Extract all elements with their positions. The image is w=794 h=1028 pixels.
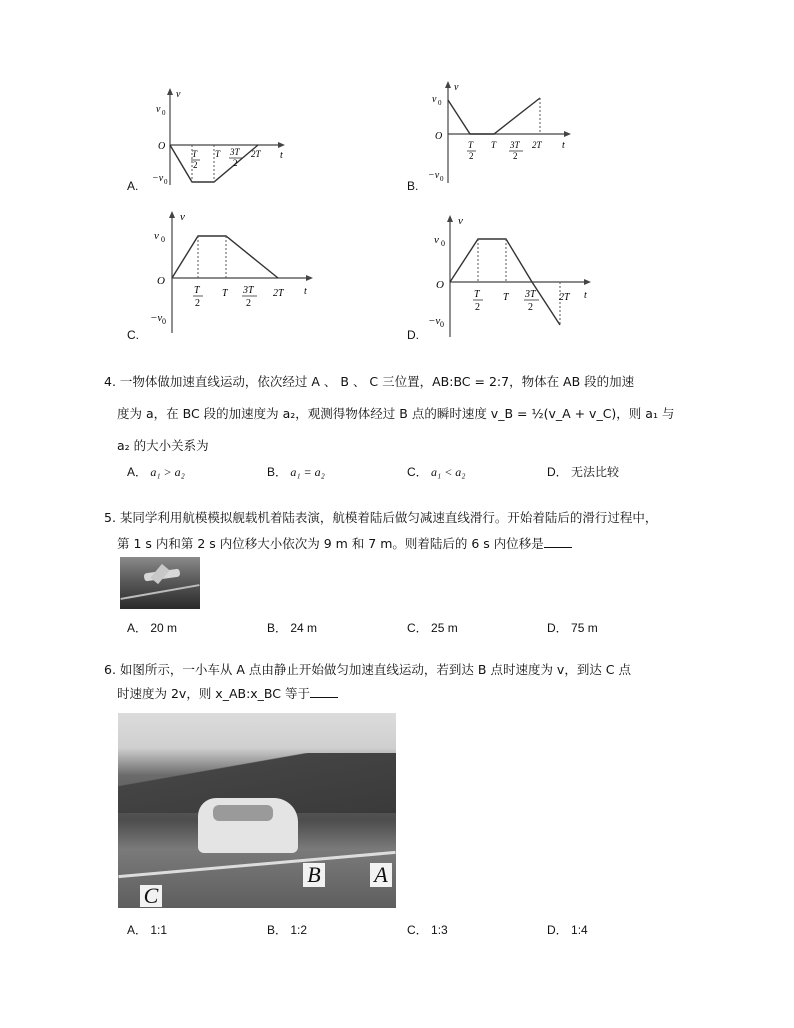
choice-label: D． [547, 621, 568, 635]
v0-label: v [156, 104, 161, 115]
q4-choice-c[interactable] [407, 463, 465, 480]
q4-text-3: a₂ 的大小关系为 [117, 438, 209, 453]
answer-blank [310, 685, 338, 698]
axis-t-label: t [304, 286, 307, 297]
tick-2T: 2T [559, 292, 570, 303]
tick-T: T [491, 140, 497, 150]
graph-a [150, 85, 290, 195]
neg-v0-label: −v [150, 312, 163, 324]
neg-v0-label: −v [428, 315, 441, 327]
choice-text: 24 m [290, 621, 318, 635]
v0-sub: 0 [161, 235, 165, 244]
q6-text-2: 时速度为 2v，则 x_AB:x_BC 等于 [117, 686, 310, 701]
q5-number: 5. [104, 510, 116, 525]
choice-text: a₁ < a₂ [431, 465, 466, 479]
choice-label: A． [127, 621, 148, 635]
neg-v0-label: −v [428, 170, 440, 181]
tick-3half: 3T [510, 140, 520, 150]
q6-choice-d[interactable] [547, 921, 588, 938]
v0-sub: 0 [441, 239, 445, 248]
neg-v0-sub: 0 [162, 317, 166, 326]
choice-label: C． [407, 465, 428, 479]
q5-choice-d[interactable] [547, 619, 598, 636]
tick-T: T [503, 292, 509, 303]
answer-blank [544, 535, 572, 548]
q4-number: 4. [104, 374, 116, 389]
axis-t-label: t [562, 140, 565, 151]
choice-text: 无法比较 [571, 465, 620, 479]
tick-half-den: 2 [195, 298, 200, 309]
tick-T: T [215, 149, 221, 159]
tick-3half: 3T [230, 147, 240, 157]
choice-label: D． [547, 465, 568, 479]
choice-label: C． [407, 923, 428, 937]
graph-a-label: A. [127, 179, 139, 193]
tick-3half-den: 2 [513, 151, 518, 161]
choice-label: D． [547, 923, 568, 937]
v0-sub: 0 [162, 109, 166, 117]
choice-label: A． [127, 465, 148, 479]
neg-v0-label: −v [152, 173, 164, 184]
tick-3half-den: 2 [233, 158, 238, 168]
tick-half-den: 2 [475, 302, 480, 313]
q5-choice-a[interactable] [127, 619, 177, 636]
choice-label: C． [407, 621, 428, 635]
neg-v0-sub: 0 [440, 175, 444, 183]
choice-text: 1:2 [290, 923, 308, 937]
choice-text: 25 m [431, 621, 458, 635]
tick-half-den: 2 [469, 151, 474, 161]
question-5 [104, 508, 724, 554]
q4-text-2: 度为 a，在 BC 段的加速度为 a₂，观测得物体经过 B 点的瞬时速度 v_B = ½(v_A + v_C)，则 a₁ 与 [117, 406, 675, 421]
choice-label: B． [267, 621, 288, 635]
q5-text-2: 第 1 s 内和第 2 s 内位移大小依次为 9 m 和 7 m。则着陆后的 6 s 内位移是 [117, 536, 544, 551]
q4-choice-a[interactable] [127, 463, 185, 480]
choice-text: a₁ > a₂ [150, 465, 185, 479]
choice-text: 1:4 [571, 923, 588, 937]
choice-text: a₁ = a₂ [290, 465, 325, 479]
axis-t-label: t [584, 290, 587, 301]
choice-text: 1:3 [431, 923, 448, 937]
axis-v-label: v [176, 89, 181, 100]
choice-label: B． [267, 465, 288, 479]
origin-label: O [158, 141, 166, 152]
tick-half: T [192, 149, 198, 159]
tick-3half: 3T [525, 289, 536, 300]
car-road-photo [118, 713, 396, 908]
graph-d [428, 212, 598, 340]
q6-text-1: 如图所示，一小车从 A 点由静止开始做匀加速直线运动，若到达 B 点时速度为 v，到达 C 点 [119, 662, 631, 677]
q6-choice-c[interactable] [407, 921, 448, 938]
choice-text: 75 m [571, 621, 598, 635]
tick-3half: 3T [243, 285, 254, 296]
tick-2T: 2T [273, 288, 284, 299]
v0-sub: 0 [438, 99, 442, 107]
choice-text: 1:1 [150, 923, 168, 937]
origin-label: O [157, 275, 165, 287]
point-c-label: C [140, 885, 162, 907]
q6-choice-a[interactable] [127, 921, 167, 938]
graph-c-label: C. [127, 328, 139, 342]
v0-label: v [154, 230, 159, 242]
neg-v0-sub: 0 [440, 320, 444, 329]
axis-v-label: v [458, 215, 463, 227]
q4-line1 [104, 372, 724, 392]
point-b-label: B [303, 863, 325, 887]
tick-3half-den: 2 [528, 302, 533, 313]
axis-v-label: v [180, 211, 185, 223]
graph-d-label: D. [407, 328, 419, 342]
q4-choice-d[interactable] [547, 463, 619, 480]
axis-t-label: t [280, 150, 283, 161]
origin-label: O [435, 131, 443, 142]
q5-text-1: 某同学利用航模模拟舰载机着陆表演，航模着陆后做匀减速直线滑行。开始着陆后的滑行过程中， [119, 510, 658, 525]
tick-half: T [194, 285, 200, 296]
tick-T: T [222, 288, 228, 299]
question-4 [104, 372, 724, 456]
aircraft-carrier-photo [120, 557, 200, 609]
tick-2T: 2T [532, 140, 542, 150]
q5-choice-b[interactable] [267, 619, 317, 636]
point-a-label: A [370, 863, 392, 887]
neg-v0-sub: 0 [164, 178, 168, 186]
q6-number: 6. [104, 662, 116, 677]
q4-choice-b[interactable] [267, 463, 325, 480]
graph-b [428, 78, 578, 190]
tick-half-den: 2 [193, 160, 198, 170]
q6-choice-b[interactable] [267, 921, 307, 938]
axis-v-label: v [454, 82, 459, 93]
v0-label: v [432, 94, 437, 105]
graph-c [150, 208, 320, 336]
choice-label: A． [127, 923, 148, 937]
v0-label: v [434, 234, 439, 246]
tick-2T: 2T [251, 149, 261, 159]
choice-text: 20 m [150, 621, 178, 635]
tick-3half-den: 2 [246, 298, 251, 309]
graph-b-label: B. [407, 179, 419, 193]
q5-choice-c[interactable] [407, 619, 458, 636]
origin-label: O [436, 279, 444, 291]
question-6 [104, 660, 724, 704]
tick-half: T [468, 140, 474, 150]
q4-text-1: 一物体做加速直线运动，依次经过 A 、 B 、 C 三位置，AB:BC = 2:7，物体在 AB 段的加速 [119, 374, 635, 389]
choice-label: B． [267, 923, 288, 937]
tick-half: T [474, 289, 480, 300]
